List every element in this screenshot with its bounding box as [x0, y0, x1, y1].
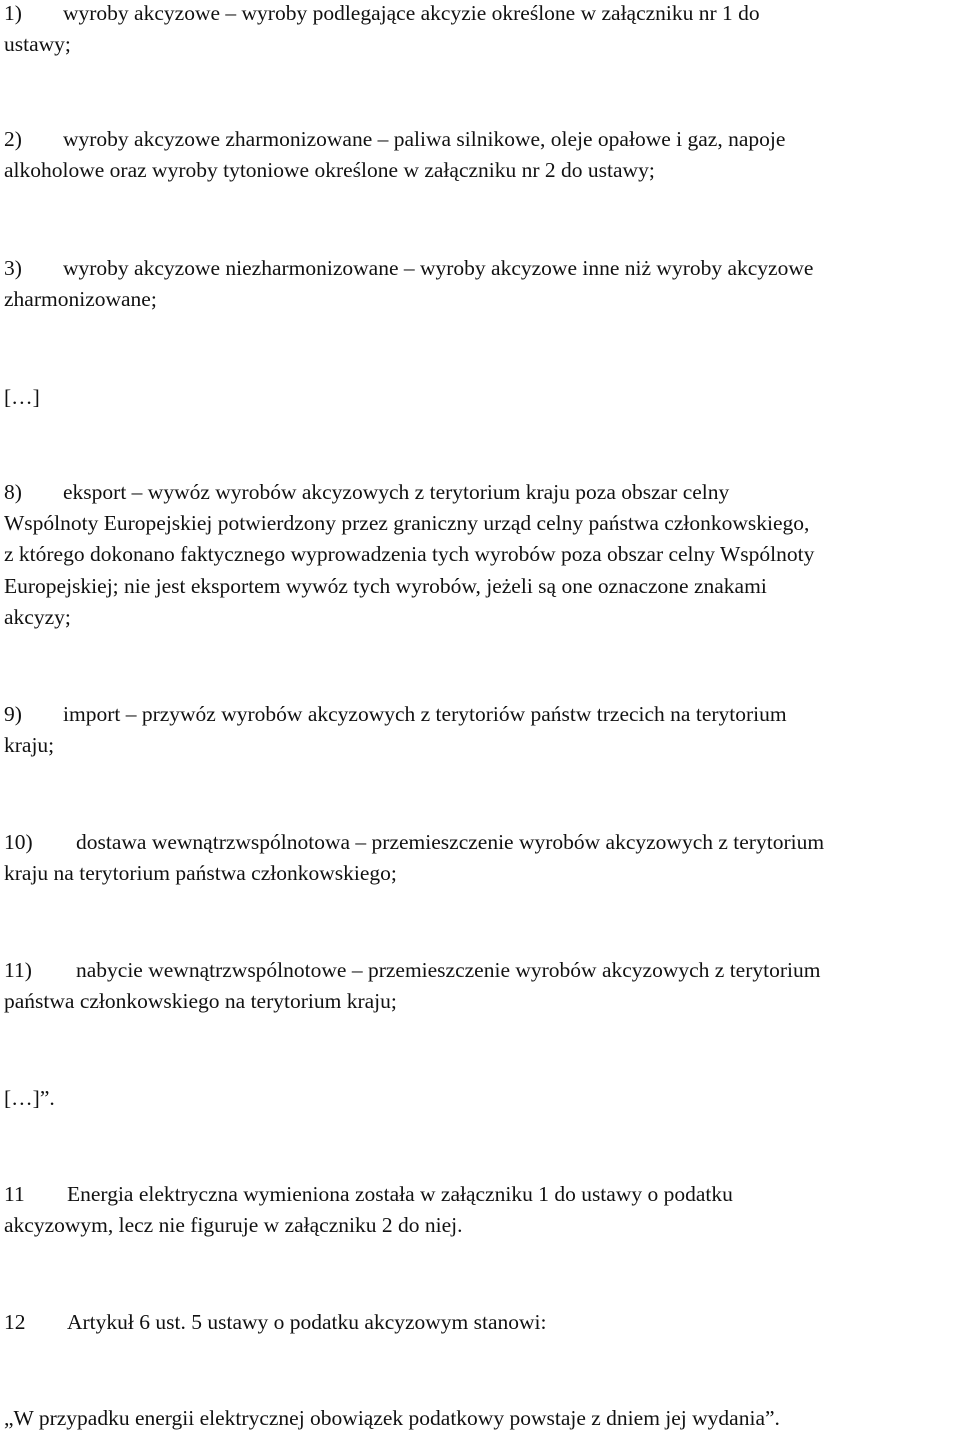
statutory-quote: [4, 1405, 780, 1431]
footnote-11: [4, 1181, 733, 1207]
item-number: 1): [4, 1, 22, 25]
definition-item-1: [4, 0, 760, 26]
footnote-text-line: akcyzowym, lecz nie figuruje w załączniku 2 do niej.: [4, 1213, 463, 1237]
item-text-line: nabycie wewnątrzwspólnotowe – przemieszczenie wyrobów akcyzowych z terytorium: [76, 958, 821, 982]
definition-item-9: [4, 701, 787, 727]
item-number: 11): [4, 958, 32, 982]
item-text-line: Europejskiej; nie jest eksportem wywóz tych wyrobów, jeżeli są one oznaczone znakami: [4, 574, 767, 598]
omission-marker-closing: [4, 1085, 55, 1111]
item-text-line: kraju;: [4, 733, 55, 757]
footnote-number: 11: [4, 1182, 25, 1206]
definition-item-2: [4, 126, 785, 152]
item-number: 2): [4, 127, 22, 151]
definition-item-2-continuation: [4, 157, 655, 183]
item-text-line: ustawy;: [4, 32, 71, 56]
definition-item-8-continuation: [4, 510, 809, 536]
definition-item-8: [4, 479, 729, 505]
omission-text: […]: [4, 385, 40, 409]
item-text-line: Wspólnoty Europejskiej potwierdzony przez graniczny urząd celny państwa członkowskiego,: [4, 511, 810, 535]
footnote-11-continuation: [4, 1212, 462, 1238]
definition-item-11-continuation: [4, 988, 397, 1014]
item-text-line: kraju na terytorium państwa członkowskiego;: [4, 861, 397, 885]
item-text-line: wyroby akcyzowe niezharmonizowane – wyroby akcyzowe inne niż wyroby akcyzowe: [63, 256, 814, 280]
item-number: 3): [4, 256, 22, 280]
item-text-line: z którego dokonano faktycznego wyprowadzenia tych wyrobów poza obszar celny Wspólnoty: [4, 542, 815, 566]
item-number: 9): [4, 702, 22, 726]
definition-item-10-continuation: [4, 860, 397, 886]
omission-marker: [4, 384, 40, 410]
definition-item-3: [4, 255, 813, 281]
footnote-text-line: Artykuł 6 ust. 5 ustawy o podatku akcyzowym stanowi:: [67, 1310, 547, 1334]
item-text-line: alkoholowe oraz wyroby tytoniowe określone w załączniku nr 2 do ustawy;: [4, 158, 655, 182]
item-text-line: eksport – wywóz wyrobów akcyzowych z terytorium kraju poza obszar celny: [63, 480, 730, 504]
definition-item-8-continuation: [4, 541, 814, 567]
quote-text: „W przypadku energii elektrycznej obowiązek podatkowy powstaje z dniem jej wydania”.: [4, 1406, 780, 1430]
definition-item-8-continuation: [4, 604, 71, 630]
footnote-text-line: Energia elektryczna wymieniona została w załączniku 1 do ustawy o podatku: [67, 1182, 733, 1206]
item-text-line: import – przywóz wyrobów akcyzowych z terytoriów państw trzecich na terytorium: [63, 702, 787, 726]
definition-item-11: [4, 957, 820, 983]
item-text-line: zharmonizowane;: [4, 287, 157, 311]
definition-item-3-continuation: [4, 286, 157, 312]
item-text-line: wyroby akcyzowe zharmonizowane – paliwa silnikowe, oleje opałowe i gaz, napoje: [63, 127, 786, 151]
omission-text: […]”.: [4, 1086, 55, 1110]
item-text-line: akcyzy;: [4, 605, 71, 629]
definition-item-10: [4, 829, 824, 855]
item-text-line: dostawa wewnątrzwspólnotowa – przemieszczenie wyrobów akcyzowych z terytorium: [76, 830, 825, 854]
definition-item-9-continuation: [4, 732, 54, 758]
item-text-line: wyroby akcyzowe – wyroby podlegające akcyzie określone w załączniku nr 1 do: [63, 1, 760, 25]
item-number: 8): [4, 480, 22, 504]
item-number: 10): [4, 830, 33, 854]
definition-item-1-continuation: [4, 31, 71, 57]
footnote-12: [4, 1309, 547, 1335]
item-text-line: państwa członkowskiego na terytorium kraju;: [4, 989, 397, 1013]
footnote-number: 12: [4, 1310, 26, 1334]
definition-item-8-continuation: [4, 573, 767, 599]
